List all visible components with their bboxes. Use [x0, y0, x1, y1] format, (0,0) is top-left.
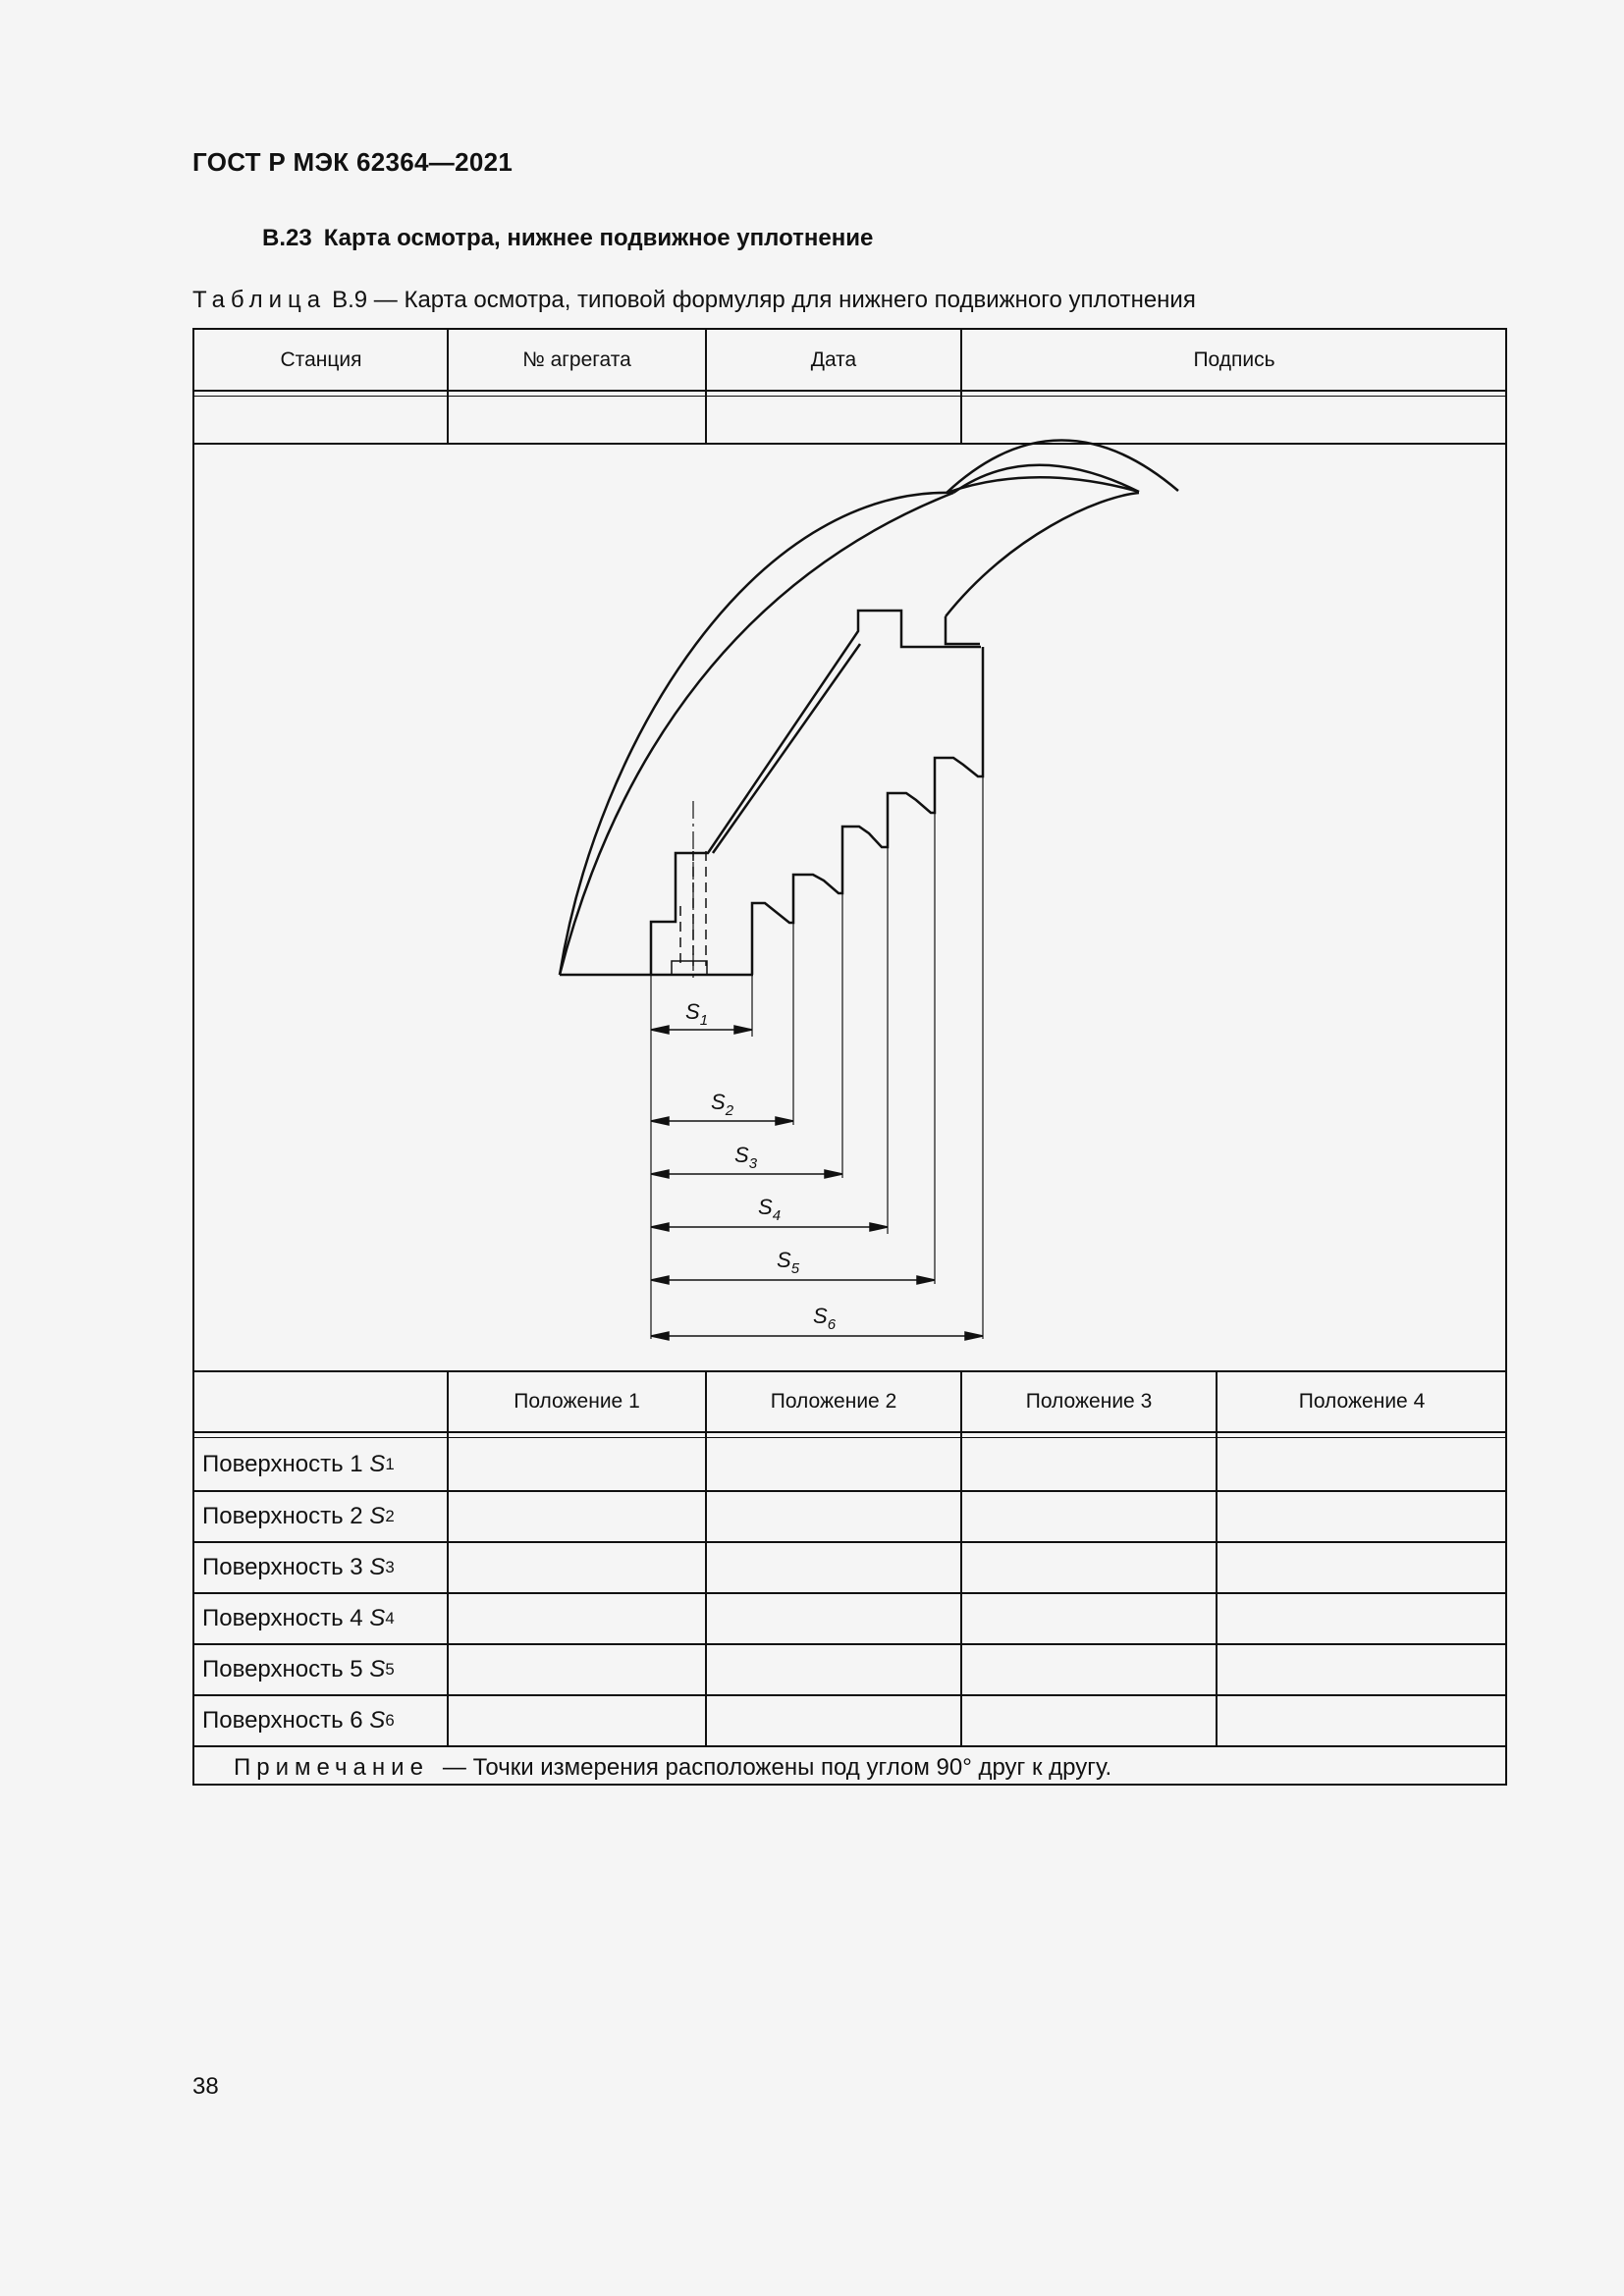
section-title — [262, 225, 873, 252]
measure-col-divider — [1216, 1370, 1218, 1746]
measure-header-divider — [194, 1431, 1507, 1433]
measure-col-position-3: Положение 3 — [1025, 1390, 1153, 1413]
dimension-label-s1: $S_1$ — [685, 999, 709, 1029]
header-col-signature: Подпись — [1193, 347, 1275, 371]
measure-row-label-3: Поверхность 3 S 3 — [202, 1554, 395, 1580]
measure-col-divider — [960, 1370, 962, 1746]
outer-arc-top — [953, 465, 1139, 493]
measure-row-label-1: Поверхность 1 S 1 — [202, 1451, 395, 1477]
table-caption-text: B.9 — Карта осмотра, типовой формуляр для нижнего подвижного уплотнения — [332, 287, 1196, 313]
measure-row-label-4: Поверхность 4 S 4 — [202, 1605, 395, 1631]
measure-table-bottom — [194, 1745, 1507, 1747]
measure-header-divider-double — [194, 1437, 1507, 1438]
header-col-unit: № агрегата — [522, 347, 631, 371]
dimension-label-s4: $S_4$ — [758, 1195, 782, 1224]
measure-col-position-4: Положение 4 — [1298, 1390, 1426, 1413]
measure-col-position-1: Положение 1 — [514, 1390, 640, 1413]
measure-col-divider — [705, 1370, 707, 1746]
section-number: B.23 — [262, 225, 312, 251]
measure-col-divider — [447, 1370, 449, 1746]
header-col-date: Дата — [810, 347, 857, 371]
measure-row-label-5: Поверхность 5 S 5 — [202, 1656, 395, 1682]
document-header: ГОСТ Р МЭК 62364—2021 — [192, 147, 514, 177]
dimension-label-s5: $S_5$ — [777, 1248, 800, 1277]
note-text: — Точки измерения расположены под углом 90° друг к другу. — [442, 1754, 1112, 1781]
table-caption — [192, 287, 1196, 314]
measure-row-label-2: Поверхность 2 S 2 — [202, 1503, 395, 1529]
dimension-label-s3: $S_3$ — [734, 1143, 758, 1172]
dimension-label-s6: $S_6$ — [813, 1304, 837, 1333]
inspection-form-table — [192, 328, 1507, 1786]
header-col-station: Станция — [280, 347, 362, 371]
seal-steps — [752, 647, 983, 975]
note-label: Примечание — [234, 1754, 429, 1781]
bolt-head — [672, 961, 707, 975]
seal-profile-inner — [713, 644, 860, 853]
table-caption-label: Таблица — [192, 287, 327, 313]
dimension-label-s2: $S_2$ — [711, 1090, 734, 1119]
measure-col-position-2: Положение 2 — [770, 1390, 897, 1413]
seal-profile-outer — [651, 611, 981, 975]
section-title-text: Карта осмотра, нижнее подвижное уплотнение — [323, 225, 874, 251]
right-boundary — [946, 493, 1139, 616]
table-note — [234, 1748, 1111, 1788]
measure-row-label-6: Поверхность 6 S 6 — [202, 1707, 395, 1734]
page-number: 38 — [192, 2073, 219, 2100]
top-step — [946, 616, 980, 644]
